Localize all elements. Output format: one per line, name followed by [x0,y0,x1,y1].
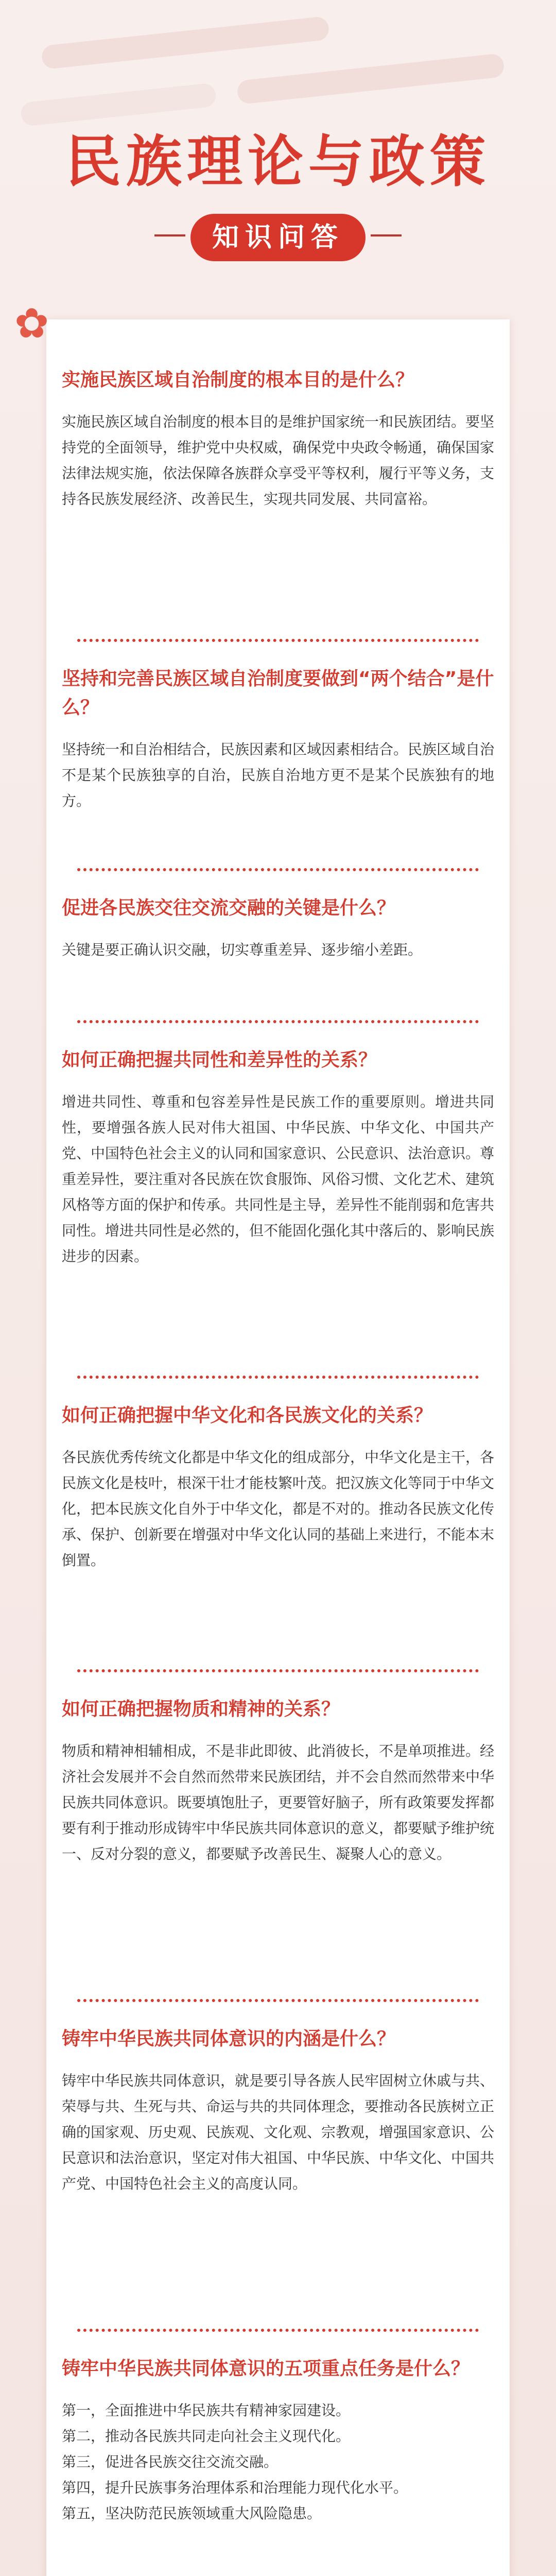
qa-item-4 [62,1046,494,1269]
answer-paragraph: 铸牢中华民族共同体意识，就是要引导各族人民牢固树立休戚与共、荣辱与共、生死与共、命运与共的共同体理念，要推动各民族树立正确的国家观、历史观、民族观、文化观、宗教观，增强国家意识、公民意识和法治意识，坚定对伟大祖国、中华民族、中华文化、中国共产党、中国特色社会主义的高度认同。 [62,2072,495,2192]
answer-line: 第五，坚决防范民族领域重大风险隐患。 [62,2505,322,2522]
answer-line: 第四，提升民族事务治理体系和治理能力现代化水平。 [62,2479,408,2496]
answer-paragraph: 物质和精神相辅相成，不是非此即彼、此消彼长，不是单项推进。经济社会发展并不会自然而然带来民族团结，并不会自然而然带来中华民族共同体意识。既要填饱肚子，更要管好脑子，所有政策要发挥都要有利于推动形成铸牢中华民族共同体意识的意义，都要赋予维护统一、反对分裂的意义，都要赋予改善民生、凝聚人心的意义。 [62,1742,495,1862]
answer-line: 第一，全面推进中华民族共有精神家园建设。 [62,2402,351,2419]
section-divider [77,1999,479,2002]
subtitle-badge: 知识问答 [190,214,366,261]
qa-item-8 [62,2354,494,2527]
question-title: 实施民族区域自治制度的根本目的是什么？ [62,369,414,391]
qa-item-6 [62,1695,494,1867]
qa-item-3 [62,894,494,963]
answer-text [62,1738,494,1867]
section-divider [77,1020,479,1023]
section-divider [77,639,479,642]
answer-text [62,2068,494,2197]
content-card [46,319,510,2576]
header [0,0,556,309]
question-title: 铸牢中华民族共同体意识的五项重点任务是什么？ [62,2358,470,2379]
answer-text [62,2398,494,2527]
qa-item-1 [62,366,494,512]
question-title: 坚持和完善民族区域自治制度要做到“两个结合”是什么？ [62,668,494,718]
answer-paragraph: 关键是要正确认识交融，切实尊重差异、逐步缩小差距。 [62,941,423,958]
section-divider [77,1669,479,1672]
answer-paragraph: 各民族优秀传统文化都是中华文化的组成部分，中华文化是主干，各民族文化是枝叶，根深干壮才能枝繁叶茂。把汉族文化等同于中华文化，把本民族文化自外于中华文化，都是不对的。推动各民族文化传承、保护、创新要在增强对中华文化认同的基础上来进行，不能本末倒置。 [62,1449,495,1569]
qa-item-7 [62,2025,494,2197]
question-title: 促进各民族交往交流交融的关键是什么？ [62,897,396,919]
question-title: 如何正确把握物质和精神的关系？ [62,1699,340,1720]
question-title: 如何正确把握共同性和差异性的关系？ [62,1049,377,1071]
answer-line: 第三，促进各民族交往交流交融。 [62,2453,279,2470]
answer-paragraph: 增进共同性、尊重和包容差异性是民族工作的重要原则。增进共同性，要增强各族人民对伟大祖国、中华民族、中华文化、中国共产党、中国特色社会主义的认同和国家意识、公民意识、法治意识。尊重差异性，要注重对各民族在饮食服饰、风俗习惯、文化艺术、建筑风格等方面的保护和传承。共同性是主导，差异性不能削弱和危害共同性。增进共同性是必然的，但不能固化强化其中落后的、影响民族进步的因素。 [62,1093,495,1265]
answer-text [62,1445,494,1573]
qa-item-2 [62,665,494,814]
section-divider [77,868,479,871]
answer-text [62,737,494,814]
answer-text [62,1089,494,1269]
answer-text [62,409,494,512]
answer-paragraph: 实施民族区域自治制度的根本目的是维护国家统一和民族团结。要坚持党的全面领导，维护党中央权威，确保党中央政令畅通，确保国家法律法规实施，依法保障各族群众享受平等权利，履行平等义务，支持各民族发展经济、改善民生，实现共同发展、共同富裕。 [62,413,495,507]
section-divider [77,2329,479,2332]
answer-line: 第二，推动各民族共同走向社会主义现代化。 [62,2428,351,2445]
section-divider [77,1376,479,1379]
flower-icon: ✿ [14,299,49,347]
page-title: 民族理论与政策 [65,130,491,194]
qa-item-5 [62,1401,494,1573]
answer-text [62,937,494,963]
answer-paragraph: 坚持统一和自治相结合，民族因素和区域因素相结合。民族区域自治不是某个民族独享的自治，民族自治地方更不是某个民族独有的地方。 [62,741,495,809]
question-title: 铸牢中华民族共同体意识的内涵是什么？ [62,2028,396,2049]
question-title: 如何正确把握中华文化和各民族文化的关系？ [62,1405,433,1426]
